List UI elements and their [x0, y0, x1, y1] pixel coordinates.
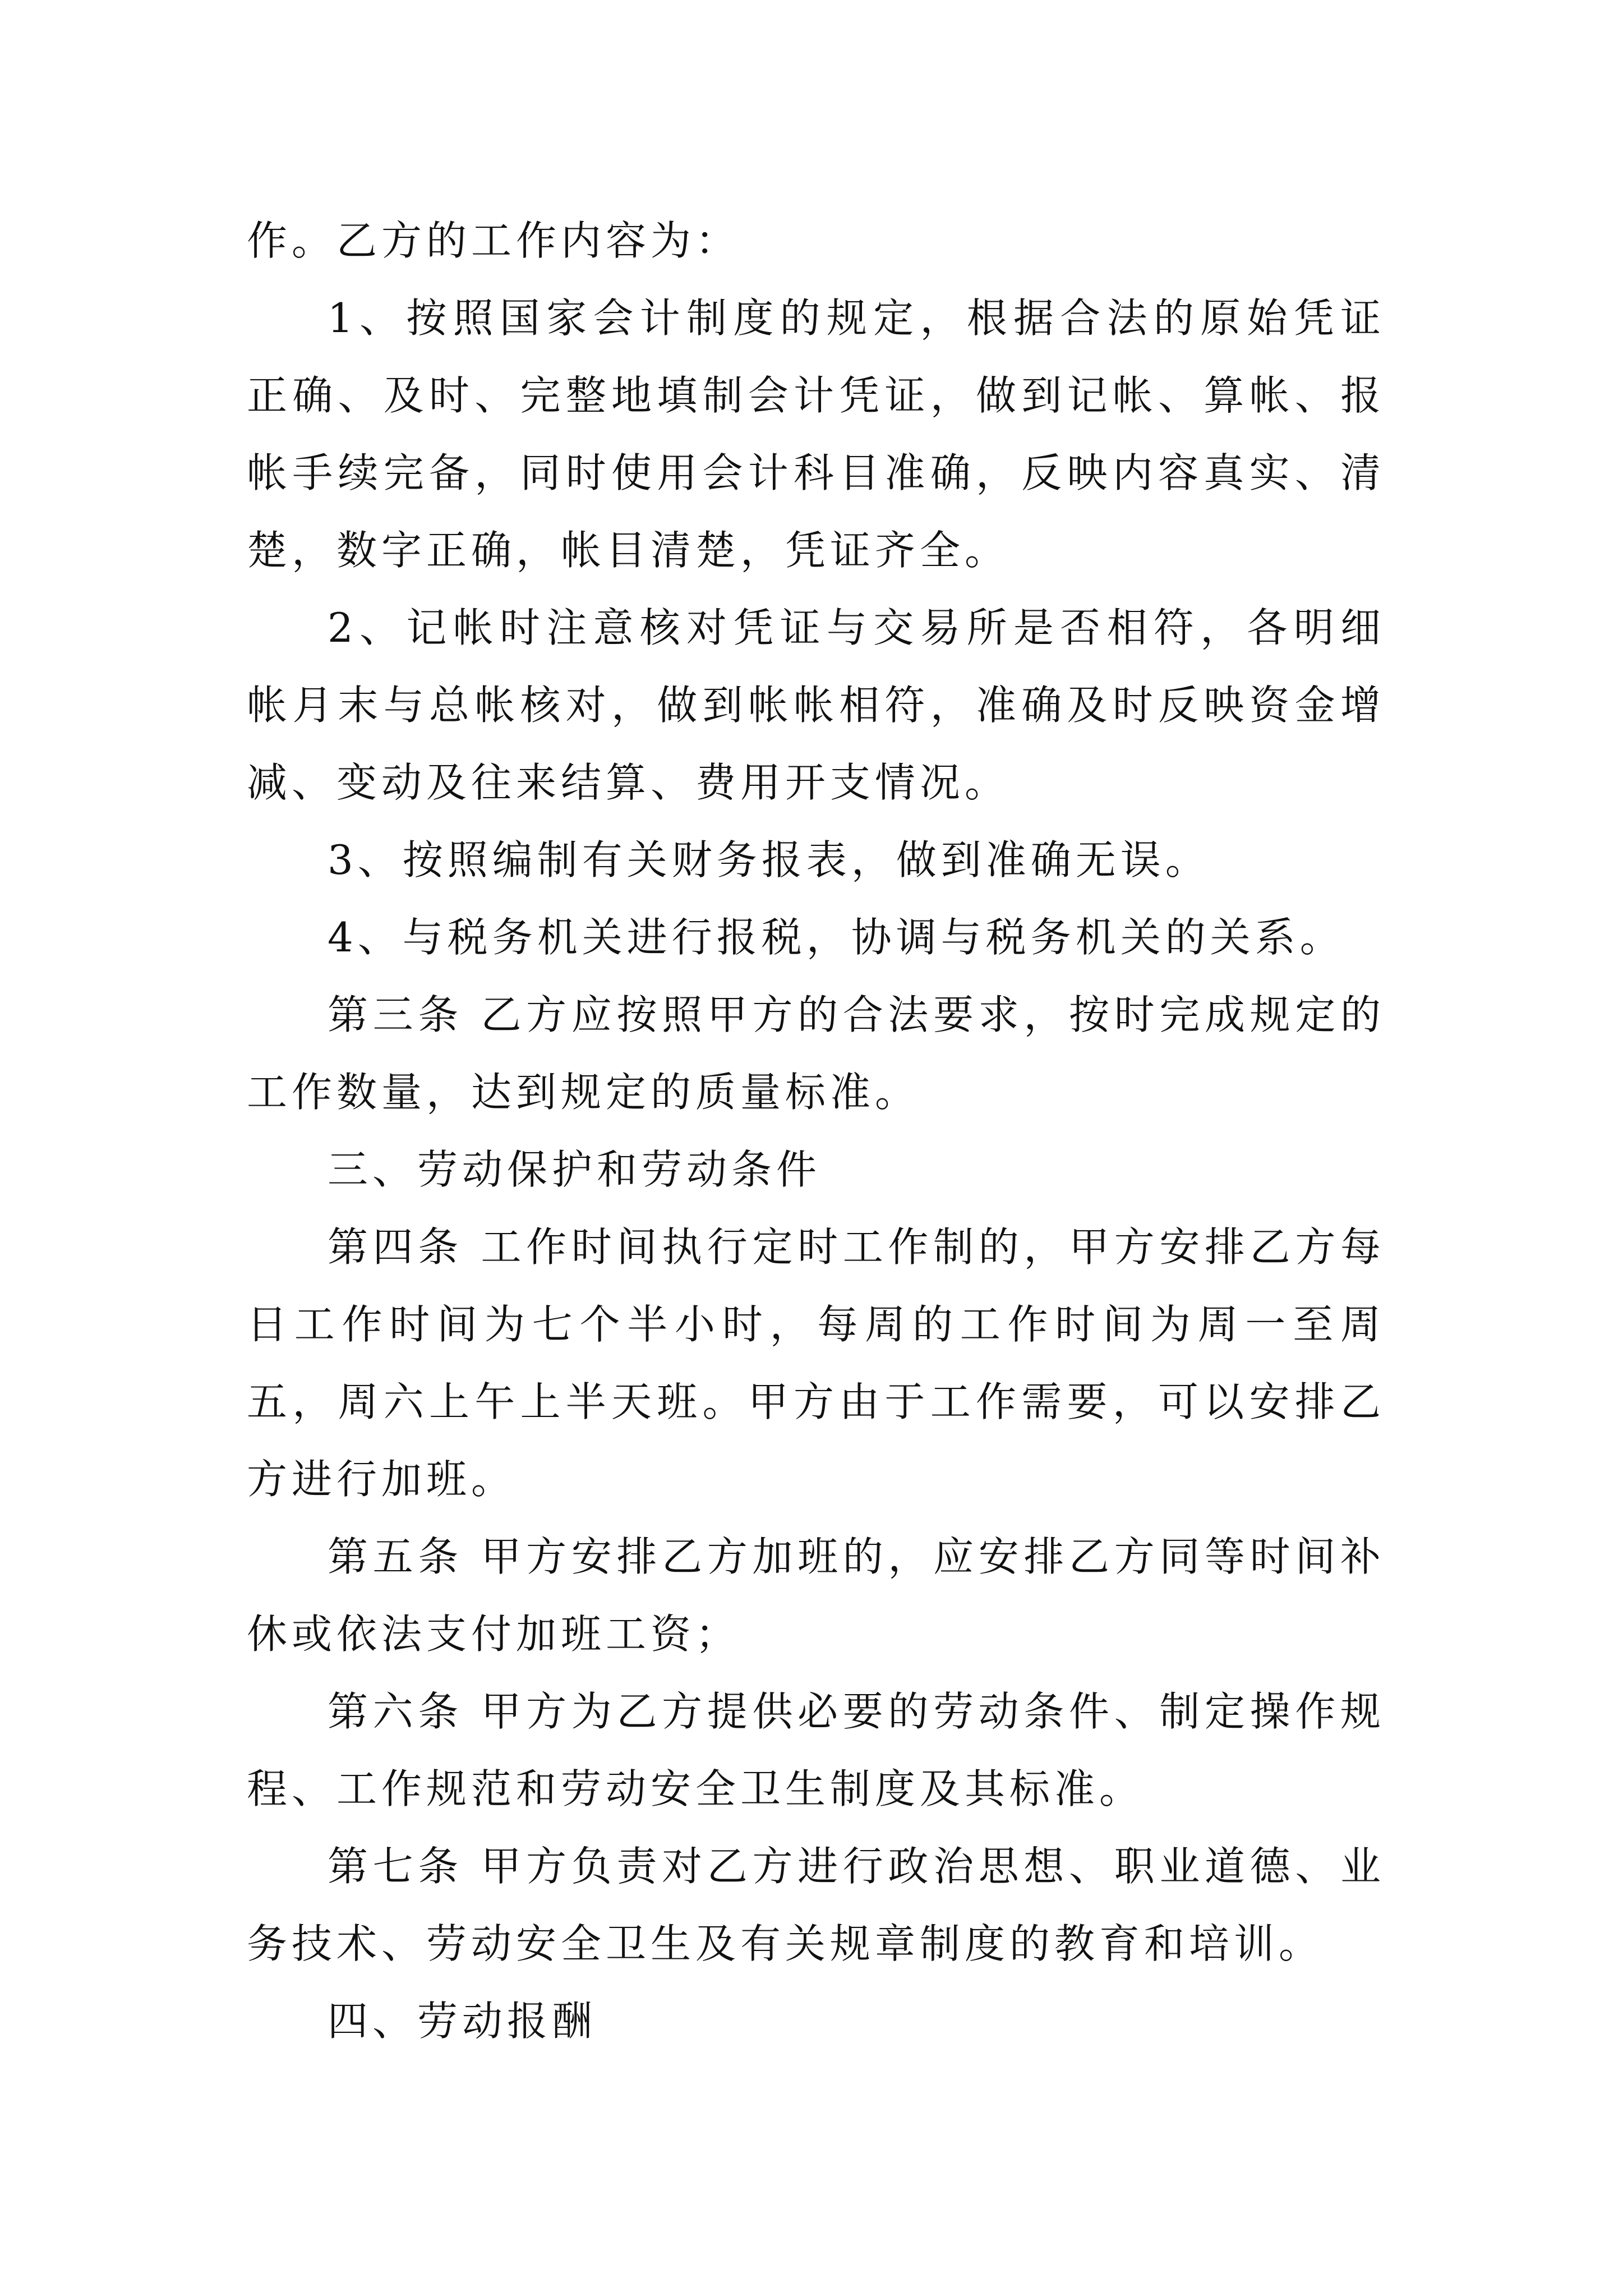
- paragraph-item-4: 4、与税务机关进行报税，协调与税务机关的关系。: [328, 914, 1345, 961]
- paragraph-item-1: 1、按照国家会计制度的规定，根据合法的原始凭证正确、及时、完整地填制会计凭证，做到记帐、算帐、报帐手续完备，同时使用会计科目准确，反映内容真实、清楚，数字正确，帐目清楚，凭证齐全。: [247, 295, 1385, 574]
- section-heading-4: 四、劳动报酬: [328, 1998, 597, 2045]
- article-3: 第三条 乙方应按照甲方的合法要求，按时完成规定的工作数量，达到规定的质量标准。: [247, 991, 1385, 1116]
- section-heading-3: 三、劳动保护和劳动条件: [328, 1146, 822, 1193]
- paragraph-continuation: 作。乙方的工作内容为：: [247, 217, 741, 264]
- article-6: 第六条 甲方为乙方提供必要的劳动条件、制定操作规程、工作规范和劳动安全卫生制度及其标准。: [247, 1688, 1385, 1812]
- article-5: 第五条 甲方安排乙方加班的，应安排乙方同等时间补休或依法支付加班工资；: [247, 1533, 1385, 1658]
- document-body: [247, 202, 1385, 2060]
- article-4: 第四条 工作时间执行定时工作制的，甲方安排乙方每日工作时间为七个半小时，每周的工作时间为周一至周五，周六上午上半天班。甲方由于工作需要，可以安排乙方进行加班。: [247, 1223, 1385, 1503]
- article-7: 第七条 甲方负责对乙方进行政治思想、职业道德、业务技术、劳动安全卫生及有关规章制度的教育和培训。: [247, 1843, 1385, 1967]
- paragraph-item-3: 3、按照编制有关财务报表，做到准确无误。: [328, 836, 1210, 884]
- paragraph-item-2: 2、记帐时注意核对凭证与交易所是否相符，各明细帐月末与总帐核对，做到帐帐相符，准确及时反映资金增减、变动及往来结算、费用开支情况。: [247, 604, 1385, 806]
